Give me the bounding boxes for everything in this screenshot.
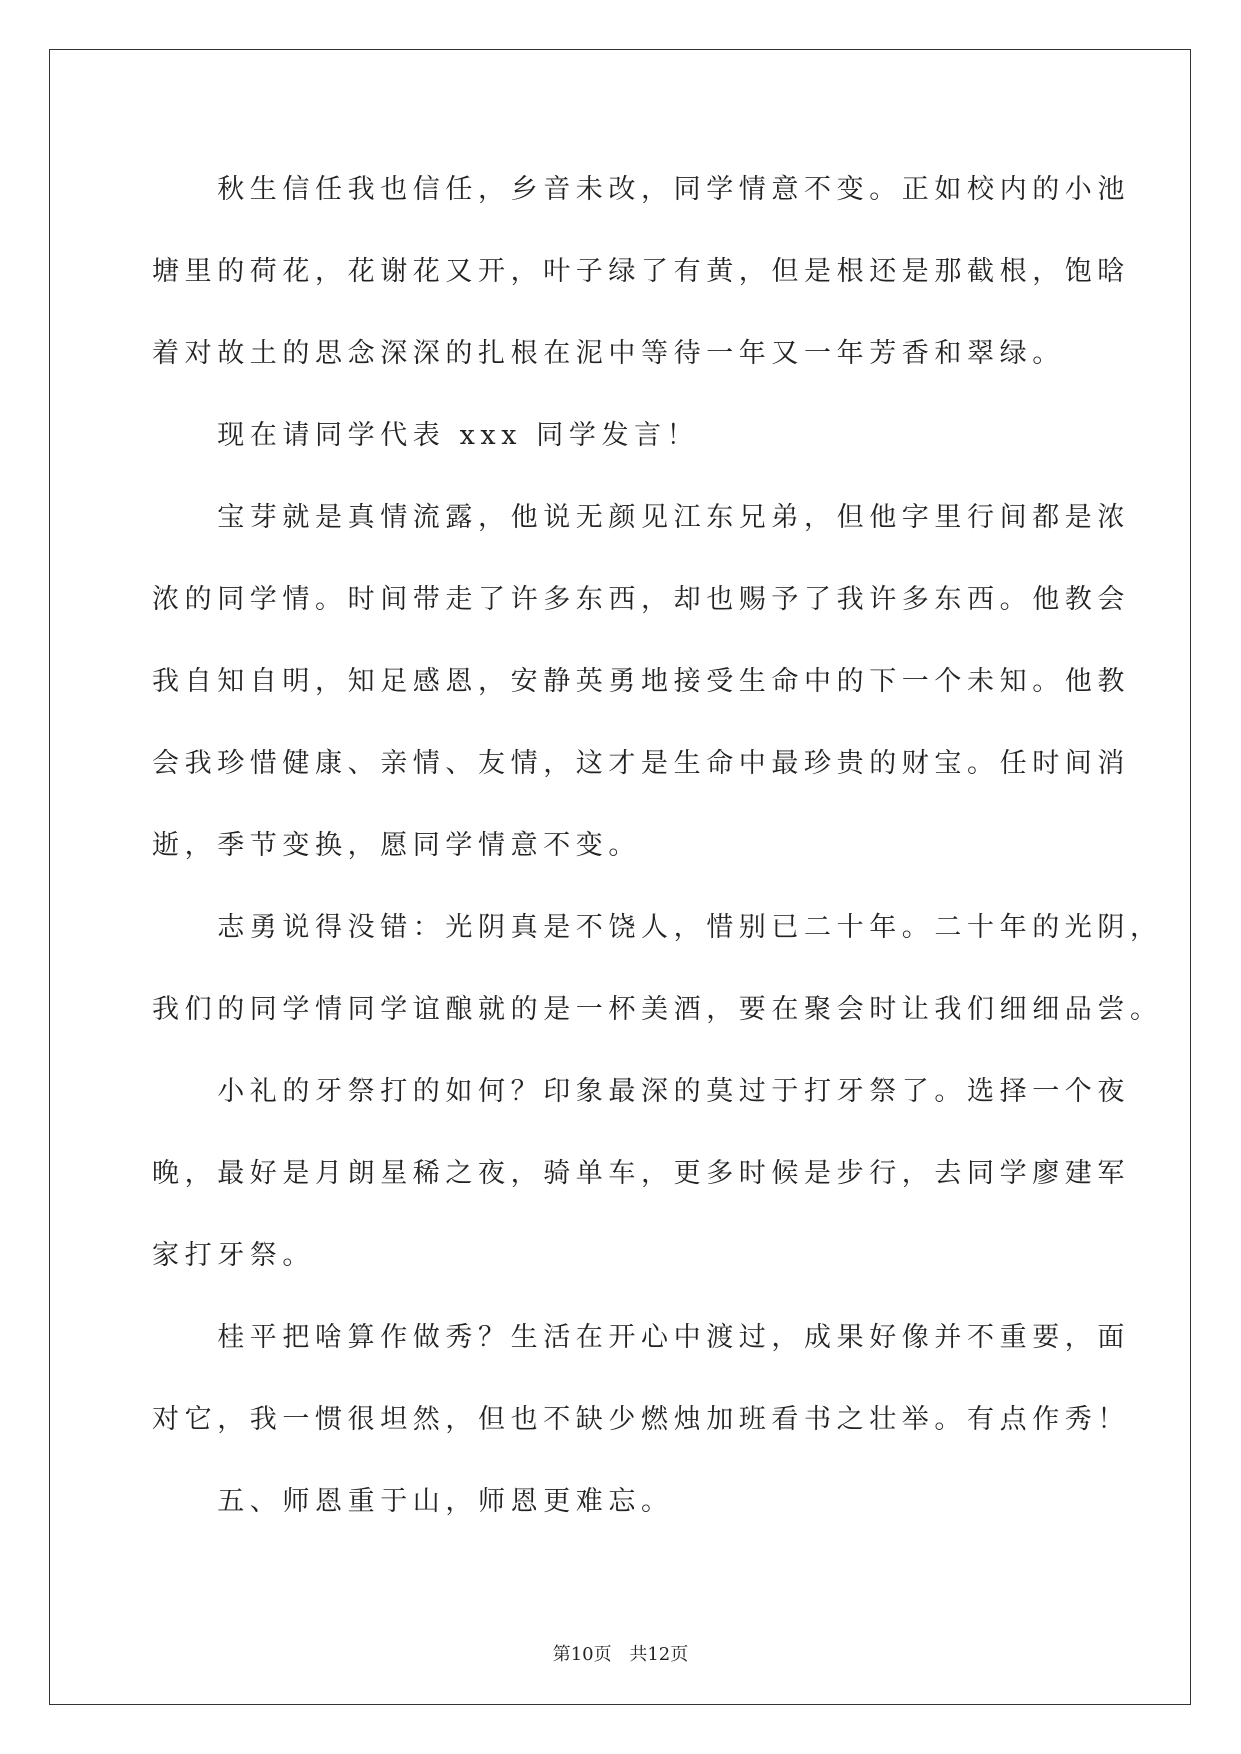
text-line: 会我珍惜健康、亲情、友情，这才是生命中最珍贵的财宝。任时间消: [152, 748, 1130, 779]
text-line: 我们的同学情同学谊酿就的是一杯美酒，要在聚会时让我们细细品尝。: [152, 994, 1163, 1025]
text-line: 志勇说得没错：光阴真是不饶人，惜别已二十年。二十年的光阴，: [152, 912, 1163, 943]
text-line: 塘里的荷花，花谢花又开，叶子绿了有黄，但是根还是那截根，饱晗: [152, 256, 1130, 287]
page-number-current: 第10页: [552, 1644, 612, 1665]
text-line: 我自知自明，知足感恩，安静英勇地接受生命中的下一个未知。他教: [152, 666, 1130, 697]
text-line: 五、师恩重于山，师恩更难忘。: [152, 1486, 674, 1517]
text-line: 逝，季节变换，愿同学情意不变。: [152, 830, 641, 861]
text-line: 现在请同学代表 xxx 同学发言！: [152, 420, 700, 451]
page-border: [49, 49, 1191, 1705]
page-number-total: 共12页: [629, 1644, 689, 1665]
text-line: 浓的同学情。时间带走了许多东西，却也赐予了我许多东西。他教会: [152, 584, 1130, 615]
text-line: 晚，最好是月朗星稀之夜，骑单车，更多时候是步行，去同学廖建军: [152, 1158, 1130, 1189]
text-line: 秋生信任我也信任，乡音未改，同学情意不变。正如校内的小池: [152, 174, 1130, 205]
text-line: 着对故土的思念深深的扎根在泥中等待一年又一年芳香和翠绿。: [152, 338, 1065, 369]
text-line: 对它，我一惯很坦然，但也不缺少燃烛加班看书之壮举。有点作秀！: [152, 1404, 1130, 1435]
text-line: 宝芽就是真情流露，他说无颜见江东兄弟，但他字里行间都是浓: [152, 502, 1130, 533]
text-line: 桂平把啥算作做秀？生活在开心中渡过，成果好像并不重要，面: [152, 1322, 1130, 1353]
text-line: 小礼的牙祭打的如何？印象最深的莫过于打牙祭了。选择一个夜: [152, 1076, 1130, 1107]
page-footer: [0, 1643, 1241, 1667]
text-line: 家打牙祭。: [152, 1240, 315, 1271]
